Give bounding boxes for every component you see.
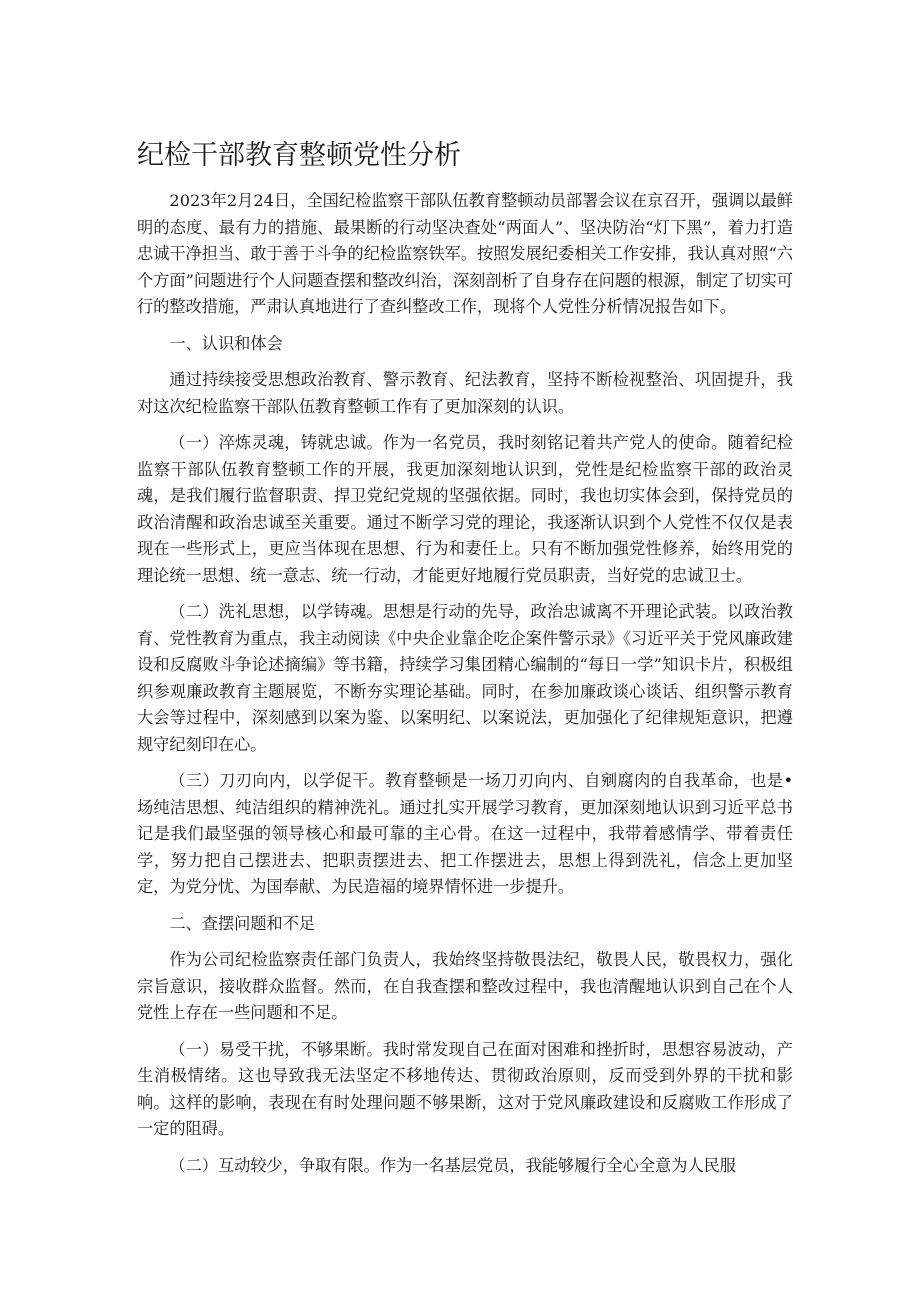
body-paragraph: 作为公司纪检监察责任部门负责人，我始终坚持敬畏法纪，敬畏人民，敬畏权力，强化宗旨意识，接收群众监督。然而，在自我查摆和整改过程中，我也清醒地认识到自己在个人党性上存在一些问题和不足。 <box>137 950 793 1022</box>
body-paragraph: （一）淬炼灵魂，铸就忠诚。作为一名党员，我时刻铭记着共产党人的使命。随着纪检监察干部队伍教育整顿工作的开展，我更加深刻地认识到，党性是纪检监察干部的政治灵魂，是我们履行监督职责、捍卫党纪党规的坚强依据。同时，我也切实体会到，保持党员的政治清醒和政治忠诚至关重要。通过不断学习党的理论，我逐渐认识到个人党性不仅仅是表现在一些形式上，更应当体现在思想、行为和妻任上。只有不断加强党性修养，始终用党的理论统一思想、统一意志、统一行动，才能更好地履行党员职责，当好党的忠诚卫士。 <box>137 433 793 585</box>
body-paragraph: 2023年2月24日，全国纪检监察干部队伍教育整顿动员部署会议在京召开，强调以最鲜明的态度、最有力的措施、最果断的行动坚决查处“两面人”、坚决防治“灯下黑”，着力打造忠诚干净担当、敢于善于斗争的纪检监察铁军。按照发展纪委相关工作安排，我认真对照“六个方面”问题进行个人问题查摆和整改纠治，深刻剖析了自身存在问题的根源，制定了切实可行的整改措施，严肃认真地进行了查纠整改工作，现将个人党性分析情况报告如下。 <box>137 191 793 316</box>
body-paragraph: 通过持续接受思想政治教育、警示教育、纪法教育，坚持不断检视整治、巩固提升，我对这次纪检监察干部队伍教育整顿工作有了更加深刻的认识。 <box>137 370 793 416</box>
section-heading: 一、认识和体会 <box>169 333 283 353</box>
document-body <box>137 188 793 1189</box>
body-paragraph: （三）刀刃向内，以学促干。教育整顿是一场刀刃向内、自剜腐肉的自我革命，也是•场纯洁思想、纯洁组织的精神洗礼。通过扎实开展学习教育，更加深刻地认识到习近平总书记是我们最坚强的领导核心和最可靠的主心骨。在这一过程中，我带着感情学、带着责任学，努力把自己摆进去、把职责摆进去、把工作摆进去，思想上得到洗礼，信念上更加坚定，为党分忧、为国奉献、为民造福的境界情怀进一步提升。 <box>137 771 793 896</box>
body-paragraph: （二）互动较少，争取有限。作为一名基层党员，我能够履行全心全意为人民服 <box>169 1155 736 1175</box>
body-paragraph: （一）易受干扰，不够果断。我时常发现自己在面对困难和挫折时，思想容易波动，产生消极情绪。这也导致我无法坚定不移地传达、贯彻政治原则，反而受到外界的干扰和影响。这样的影响，表现在有时处理问题不够果断，这对于党风廉政建设和反腐败工作形成了一定的阻碍。 <box>137 1039 793 1138</box>
body-paragraph: （二）洗礼思想，以学铸魂。思想是行动的先导，政治忠诚离不开理论武装。以政治教育、党性教育为重点，我主动阅读《中央企业靠企吃企案件警示录》《习近平关于党风廉政建设和反腐败斗争论述摘编》等书籍，持续学习集团精心编制的“每日一学”知识卡片，积极组织参观廉政教育主题展览，不断夯实理论基础。同时，在参加廉政谈心谈话、组织警示教育大会等过程中，深刻感到以案为鉴、以案明纪、以案说法，更加强化了纪律规矩意识，把遵规守纪刻印在心。 <box>137 602 793 754</box>
section-heading: 二、查摆问题和不足 <box>169 913 316 933</box>
document-title: 纪检干部教育整顿党性分析 <box>137 140 461 171</box>
